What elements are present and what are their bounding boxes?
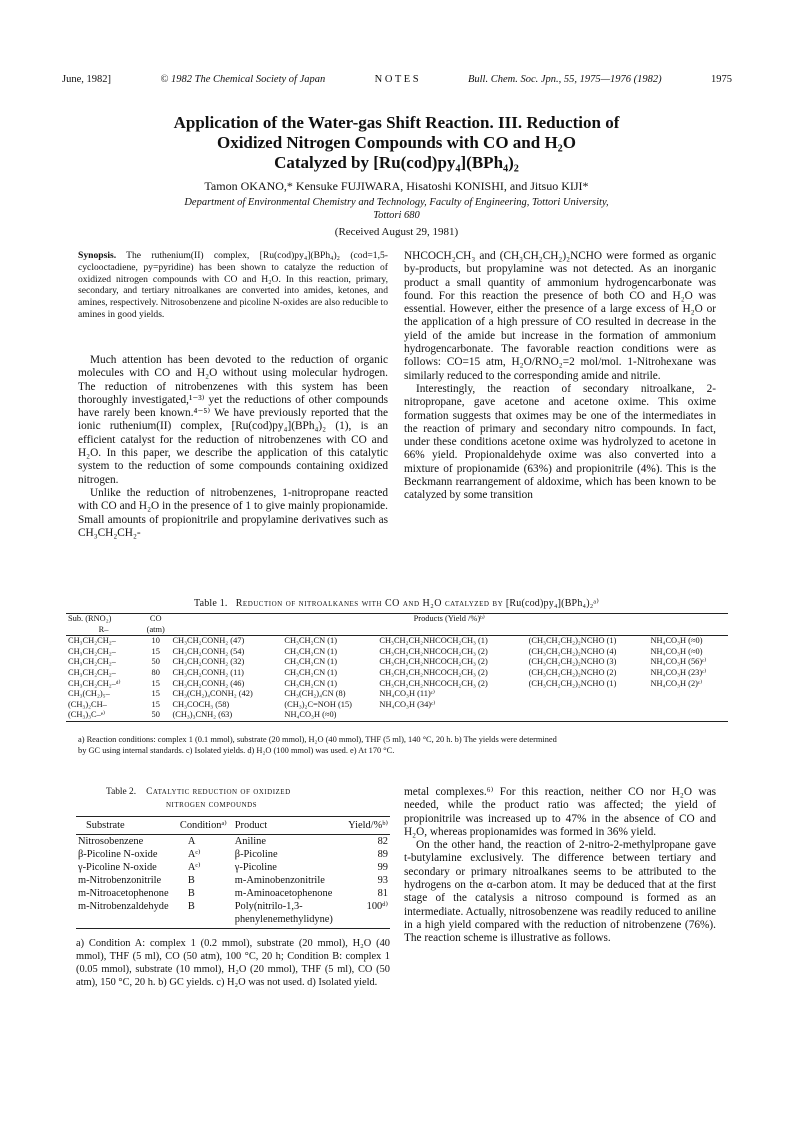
table1-caption-label: Table 1.	[193, 598, 228, 609]
table-row	[76, 874, 390, 887]
table1-caption-formula: [Ru(cod)py₄](BPh₄)₂ᵃ⁾	[505, 598, 600, 609]
received-date: (Received August 29, 1981)	[334, 226, 459, 238]
table1-cell-sub: CH₃CH₂CH₂–	[68, 636, 116, 646]
table1-cell-co: 15	[151, 678, 160, 688]
table2-cell-condition: B	[187, 875, 195, 886]
table2-cell-yield	[343, 913, 390, 929]
table1-cell-p1: (CH₃)₃CNH₂ (63)	[170, 710, 282, 721]
table-row	[76, 887, 390, 900]
table2	[76, 816, 390, 929]
table2-cell-substrate: Nitrosobenzene	[78, 836, 144, 847]
table2-cell-yield: 82	[377, 836, 388, 847]
table1-head-co: CO	[141, 614, 170, 625]
table1	[66, 613, 728, 722]
table1-cell-p3	[377, 710, 526, 721]
table1-cell-co: 80	[151, 667, 160, 677]
synopsis	[78, 250, 388, 321]
table2-cell-condition: Aᶜ⁾	[187, 849, 201, 860]
author-list: Tamon OKANO,* Kensuke FUJIWARA, Hisatoshi KONISHI, and Jitsuo KIJI*	[204, 179, 589, 193]
table-row	[76, 900, 390, 913]
table2-cell-yield: 93	[377, 875, 388, 886]
table1-cell-p3: CH₃CH₂CH₂NHCOCH₂CH₃ (2)	[379, 657, 488, 667]
table1-cell-p2: CH₃(CH₂)₄CN (8)	[284, 689, 346, 699]
table1-cell-p4: (CH₃CH₂CH₂)₂NCHO (2)	[528, 667, 617, 677]
table1-cell-p1: CH₃CH₂CONH₂ (32)	[172, 657, 245, 667]
table2-cell-substrate: m-Nitrobenzonitrile	[78, 875, 162, 886]
table2-cell-yield: 99	[377, 862, 388, 873]
table1-cell-p5	[648, 689, 728, 700]
table-row	[76, 835, 390, 849]
intro-paragraph-1: Much attention has been devoted to the reduction of organic molecules with CO and H₂O without using molecular hydrogen. The reduction of nitrobenzenes with this system has been thoroughly investigated,¹⁻³⁾ yet the reductions of other compounds have rarely been known.⁴⁻⁵⁾ We have previously reported that the ionic ruthenium(II) complex, [Ru(cod)py₄](BPh₄)₂ (1), is an efficient catalyst for the reduction of nitrobenzenes with CO and H₂O. In this paper, we describe the application of this catalytic system to the reduction of some compounds containing oxidized nitrogen.	[78, 354, 388, 486]
header-copyright: © 1982 The Chemical Society of Japan	[160, 74, 326, 85]
table1-cell-co: 15	[151, 646, 160, 656]
right-column-top	[404, 250, 716, 503]
title-line-3: Catalyzed by [Ru(cod)py₄](BPh₄)₂	[274, 153, 519, 172]
table1-cell-p5	[648, 710, 728, 721]
table-row	[66, 689, 728, 700]
table2-caption-text-2: nitrogen compounds	[166, 800, 258, 810]
body-paragraph-1: NHCOCH₂CH₃ and (CH₃CH₂CH₂)₂NCHO were formed as organic by-products, but propylamine was not detected. As an inorganic product a small quantity of ammonium hydrogencarbonate was found. For this reaction the presence of both CO and H₂O was essential. However, either the presence of a large excess of H₂O or the application of a high pressure of CO resulted in decrease in the yield of the amide but increase in the formation of ammonium hydrogencarbonate. The favorable reaction conditions were as follows: CO=15 atm, H₂O/RNO₂=2 mol/mol. 1-Nitrohexane was similarly reduced to the corresponding amide and nitrile.	[404, 250, 716, 382]
table1-cell-p1: CH₃COCH₃ (58)	[172, 699, 230, 709]
table2-cell-product: β-Picoline	[234, 849, 278, 860]
header-page-number: 1975	[711, 74, 732, 85]
table2-cell-product: m-Aminobenzonitrile	[234, 875, 325, 886]
table1-head-sub-r: R–	[66, 625, 141, 636]
table-row	[66, 657, 728, 668]
running-header	[62, 74, 732, 85]
table1-cell-p4	[527, 689, 649, 700]
body-paragraph-2: Interestingly, the reaction of secondary nitroalkane, 2-nitropropane, gave acetone and acetone oxime. This oxime formation suggests that oximes may be one of the intermediates in the reaction of primary and secondary nitro compounds. In fact, under these conditions acetone oxime was hydrolyzed to acetone in 66% yield. Propionaldehyde oxime was also converted into a mixture of propionamide (63%) and propionitrile (4%). This is the Beckmann rearrangement of aldoxime, which has been known to be catalyzed by some transition	[404, 382, 716, 502]
synopsis-label: Synopsis.	[78, 250, 117, 261]
table1-cell-p5	[648, 700, 728, 711]
table-row	[76, 848, 390, 861]
table1-cell-p2: CH₃CH₂CN (1)	[284, 646, 337, 656]
header-date: June, 1982]	[62, 74, 111, 85]
table2-caption-label: Table 2.	[106, 787, 137, 797]
affiliation	[100, 196, 693, 222]
table1-cell-p5: NH₄CO₃H (56)ᶜ⁾	[650, 657, 707, 667]
table2-cell-product: Aniline	[234, 836, 266, 847]
table1-cell-sub: (CH₃)₃C–ᵉ⁾	[66, 710, 141, 721]
table1-head-sub: Sub. (RNO₂)	[66, 614, 141, 625]
table1-cell-p2: CH₃CH₂CN (1)	[284, 678, 337, 688]
table1-cell-p4: (CH₃CH₂CH₂)₂NCHO (3)	[528, 657, 617, 667]
table1-cell-p4: (CH₃CH₂CH₂)₂NCHO (4)	[528, 646, 617, 656]
table1-footnotes	[78, 735, 728, 756]
table1-cell-sub: (CH₃)₂CH–	[68, 699, 107, 709]
table1-cell-p4	[527, 700, 649, 711]
table1-cell-co: 15	[151, 699, 160, 709]
table1-cell-p5: NH₄CO₃H (2)ᶜ⁾	[650, 678, 703, 688]
table1-cell-p3: CH₃CH₂CH₂NHCOCH₂CH₃ (2)	[379, 678, 488, 688]
table1-cell-sub: CH₃CH₂CH₂–	[68, 646, 116, 656]
table1-cell-p1: CH₃CH₂CONH₂ (11)	[172, 667, 244, 677]
table2-footnotes: a) Condition A: complex 1 (0.2 mmol), substrate (20 mmol), H₂O (40 mmol), THF (5 ml), CO (50 atm), 100 °C, 20 h; Condition B: complex 1 (0.05 mmol), substrate (10 mmol), H₂O (20 mmol), THF (5 ml), CO (50 atm), 150 °C, 20 h. b) GC yields. c) H₂O was not used. d) Isolated yield.	[76, 938, 390, 988]
table1-cell-p2: CH₃CH₂CN (1)	[284, 657, 337, 667]
table-row	[66, 700, 728, 711]
table1-cell-p5: NH₄CO₃H (≈0)	[650, 636, 703, 646]
table1-cell-p3: CH₃CH₂CH₂NHCOCH₂CH₃ (1)	[379, 636, 488, 646]
table1-cell-p3: NH₄CO₃H (11)ᶜ⁾	[379, 689, 435, 699]
body-paragraph-3: metal complexes.⁶⁾ For this reaction, neither CO nor H₂O was needed, while the product ratio was affected; the yield of propionitrile was increased up to 47% in the absence of CO and H₂O, whereas propionamides was formed in 36% yield.	[404, 786, 716, 838]
body-paragraph-4: On the other hand, the reaction of 2-nitro-2-methylpropane gave t-butylamine exclusively. The difference between tertiary and secondary or primary nitroalkanes seems to be attributed to the hydrogens on the α-carbon atom. It may be deduced that at the first stage of the catalysis a nitroso compound is formed as an intermediate. Actually, nitrosobenzene was readily reduced to aniline in a high yield compared with the reduction of nitrobenzene (76%). The reaction scheme is illustrative as follows.	[404, 839, 717, 945]
table2-cell-condition: A	[187, 836, 196, 847]
title-line-1: Application of the Water-gas Shift Reaction. III. Reduction of	[173, 113, 620, 132]
table2-head-yield: Yield/%ᵇ⁾	[343, 817, 390, 835]
table1-cell-p2: CH₃CH₂CN (1)	[284, 636, 337, 646]
table2-cell-condition: B	[187, 888, 195, 899]
table1-head-co-unit: (atm)	[141, 625, 170, 636]
right-column-bottom	[404, 786, 716, 946]
table2-cell-product: phenylenemethylidyne)	[233, 913, 343, 929]
table2-cell-product: γ-Picoline	[234, 862, 277, 873]
table1-cell-p1: CH₃CH₂CONH₂ (54)	[172, 646, 245, 656]
table2-cell-yield: 81	[377, 888, 388, 899]
paper-title	[100, 113, 693, 173]
table1-cell-p3: CH₃CH₂CH₂NHCOCH₂CH₃ (2)	[379, 667, 488, 677]
table2-cell-yield: 89	[377, 849, 388, 860]
table1-footnote-1: a) Reaction conditions: complex 1 (0.1 mmol), substrate (20 mmol), H₂O (40 mmol), THF (5 ml), 140 °C, 20 h. b) The yields were determined	[78, 735, 557, 744]
table1-cell-p3: CH₃CH₂CH₂NHCOCH₂CH₃ (2)	[379, 646, 488, 656]
intro-column	[78, 354, 388, 540]
table2-cell-yield: 100ᵈ⁾	[366, 901, 388, 912]
table1-cell-co: 50	[151, 657, 160, 667]
table1-caption	[78, 598, 715, 609]
header-citation: Bull. Chem. Soc. Jpn., 55, 1975—1976 (1982)	[467, 74, 662, 85]
table2-cell-substrate: m-Nitroacetophenone	[78, 888, 169, 899]
table1-cell-co: 10	[151, 636, 160, 646]
table2-cell-substrate: m-Nitrobenzaldehyde	[78, 901, 169, 912]
table1-cell-p1: CH₃(CH₂)₄CONH₂ (42)	[172, 689, 253, 699]
title-line-2: Oxidized Nitrogen Compounds with CO and H₂O	[216, 133, 576, 152]
affiliation-line-2: Tottori 680	[373, 210, 420, 221]
table2-cell-product: m-Aminoacetophenone	[234, 888, 333, 899]
table-row	[66, 647, 728, 658]
table1-cell-sub: CH₃CH₂CH₂–ᵈ⁾	[68, 678, 121, 688]
table1-cell-p2: NH₄CO₃H (≈0)	[282, 710, 377, 721]
affiliation-line-1: Department of Environmental Chemistry and Technology, Faculty of Engineering, Tottori University,	[184, 197, 609, 208]
table1-cell-p3: NH₄CO₃H (34)ᶜ⁾	[379, 699, 436, 709]
table1-cell-p1: CH₃CH₂CONH₂ (46)	[172, 678, 245, 688]
table2-cell-condition: B	[187, 901, 195, 912]
table2-cell-condition: Aᶜ⁾	[187, 862, 201, 873]
table2-cell-condition	[178, 913, 233, 929]
table2-caption	[78, 786, 390, 812]
table1-cell-p4: (CH₃CH₂CH₂)₂NCHO (1)	[528, 636, 617, 646]
table2-cell-substrate: β-Picoline N-oxide	[78, 849, 158, 860]
table2-cell-product: Poly(nitrilo-1,3-	[234, 901, 303, 912]
table-row	[76, 861, 390, 874]
table1-caption-text: Reduction of nitroalkanes with CO and H₂O catalyzed by	[235, 598, 504, 609]
synopsis-text: The ruthenium(II) complex, [Ru(cod)py₄](BPh₄)₂ (cod=1,5-cyclooctadiene, py=pyridine) has been shown to catalyze the reduction of oxidized nitrogen compounds with CO and H₂O. In this reaction, primary, secondary, and tertiary nitroalkanes are converted into amides, ketones, and amines, respectively. Nitrosobenzene and picoline N-oxides are also reducible to amines in good yields.	[78, 250, 388, 320]
table1-cell-p2: CH₃CH₂CN (1)	[284, 667, 337, 677]
table1-cell-sub: CH₃CH₂CH₂–	[68, 657, 116, 667]
table1-cell-sub: CH₃CH₂CH₂–	[68, 667, 116, 677]
table-row	[66, 679, 728, 690]
table1-cell-p4: (CH₃CH₂CH₂)₂NCHO (1)	[528, 678, 617, 688]
table-row	[66, 710, 728, 721]
intro-paragraph-2: Unlike the reduction of nitrobenzenes, 1-nitropropane reacted with CO and H₂O in the presence of 1 to give mainly propionamide. Small amounts of propionitrile and propylamine derivatives such as CH₃CH₂CH₂-	[78, 486, 388, 539]
header-section: N O T E S	[374, 74, 419, 85]
table2-caption-text-1: Catalytic reduction of oxidized	[146, 787, 291, 797]
table-row	[66, 636, 728, 647]
table1-footnote-2: by GC using internal standards. c) Isolated yields. d) H₂O (100 mmol) was used. e) At 170 °C.	[78, 745, 395, 755]
table-row	[66, 668, 728, 679]
table2-cell-substrate	[76, 913, 178, 929]
table2-head-condition: Conditionᵃ⁾	[178, 817, 233, 835]
table1-cell-p5: NH₄CO₃H (23)ᶜ⁾	[650, 667, 707, 677]
table1-head-products: Products (Yield /%)ᵇ⁾	[170, 614, 728, 625]
table2-head-substrate: Substrate	[76, 817, 178, 835]
table1-cell-p4	[527, 710, 649, 721]
table1-cell-co: 15	[151, 689, 160, 699]
table1-cell-p5: NH₄CO₃H (≈0)	[650, 646, 703, 656]
table-row	[76, 913, 390, 929]
table2-cell-substrate: γ-Picoline N-oxide	[78, 862, 157, 873]
table1-cell-sub: CH₃(CH₂)₅–	[68, 689, 110, 699]
table2-head-product: Product	[233, 817, 343, 835]
table1-cell-co: 50	[141, 710, 170, 721]
table1-cell-p1: CH₃CH₂CONH₂ (47)	[172, 636, 245, 646]
table1-cell-p2: (CH₃)₂C=NOH (15)	[284, 699, 352, 709]
